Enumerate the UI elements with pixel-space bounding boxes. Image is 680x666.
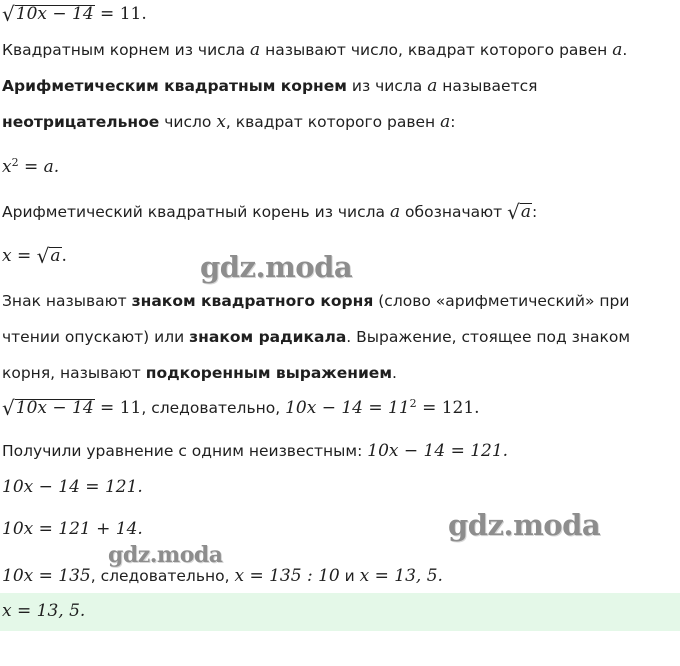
arithmetic-root-definition-cont: неотрицательное число x, квадрат которого равен a: [2,112,456,132]
radicand-text: корня, называют подкоренным выражением. [2,364,397,382]
formula-x-squared: $x^2 = a$. [2,156,60,178]
formula-x-sqrt-a: x = √a. [2,244,67,268]
watermark-1: gdz.moda [200,250,353,284]
radical: √10x − 14 [2,396,94,420]
step-equation-1: 10x − 14 = 121. [2,477,143,497]
radical-sign-text-cont: чтении опускают) или знаком радикала. Выражение, стоящее под знаком [2,328,631,346]
answer-highlight [0,593,680,631]
step-equation-3: 10x = 135, следовательно, x = 135 : 10 и x = 13, 5. [2,566,443,586]
definition-line: Квадратным корнем из числа a называют число, квадрат которого равен a. [2,40,628,60]
notation-line: Арифметический квадратный корень из числа a обозначают √a: [2,200,538,224]
radical-sign-text: Знак называют знаком квадратного корня (слово «арифметический» при [2,292,630,310]
equation-squared-line: √10x − 14 = 11, следовательно, $10x - 14 = 11^2 = 121$. [2,396,480,420]
equation-obtained-line: Получили уравнение с одним неизвестным: 10x − 14 = 121. [2,441,509,461]
final-answer: x = 13, 5. [2,601,86,621]
watermark-3: gdz.moda [108,542,223,568]
equation-line-1: √10x − 14 = 11. [2,2,147,26]
radical: √10x − 14 [2,2,94,26]
radical: √a [507,200,532,224]
arithmetic-root-definition: Арифметическим квадратным корнем из числа a называется [2,76,538,96]
step-equation-2: 10x = 121 + 14. [2,519,143,539]
radical: √a [36,244,61,268]
watermark-2: gdz.moda [448,508,601,542]
